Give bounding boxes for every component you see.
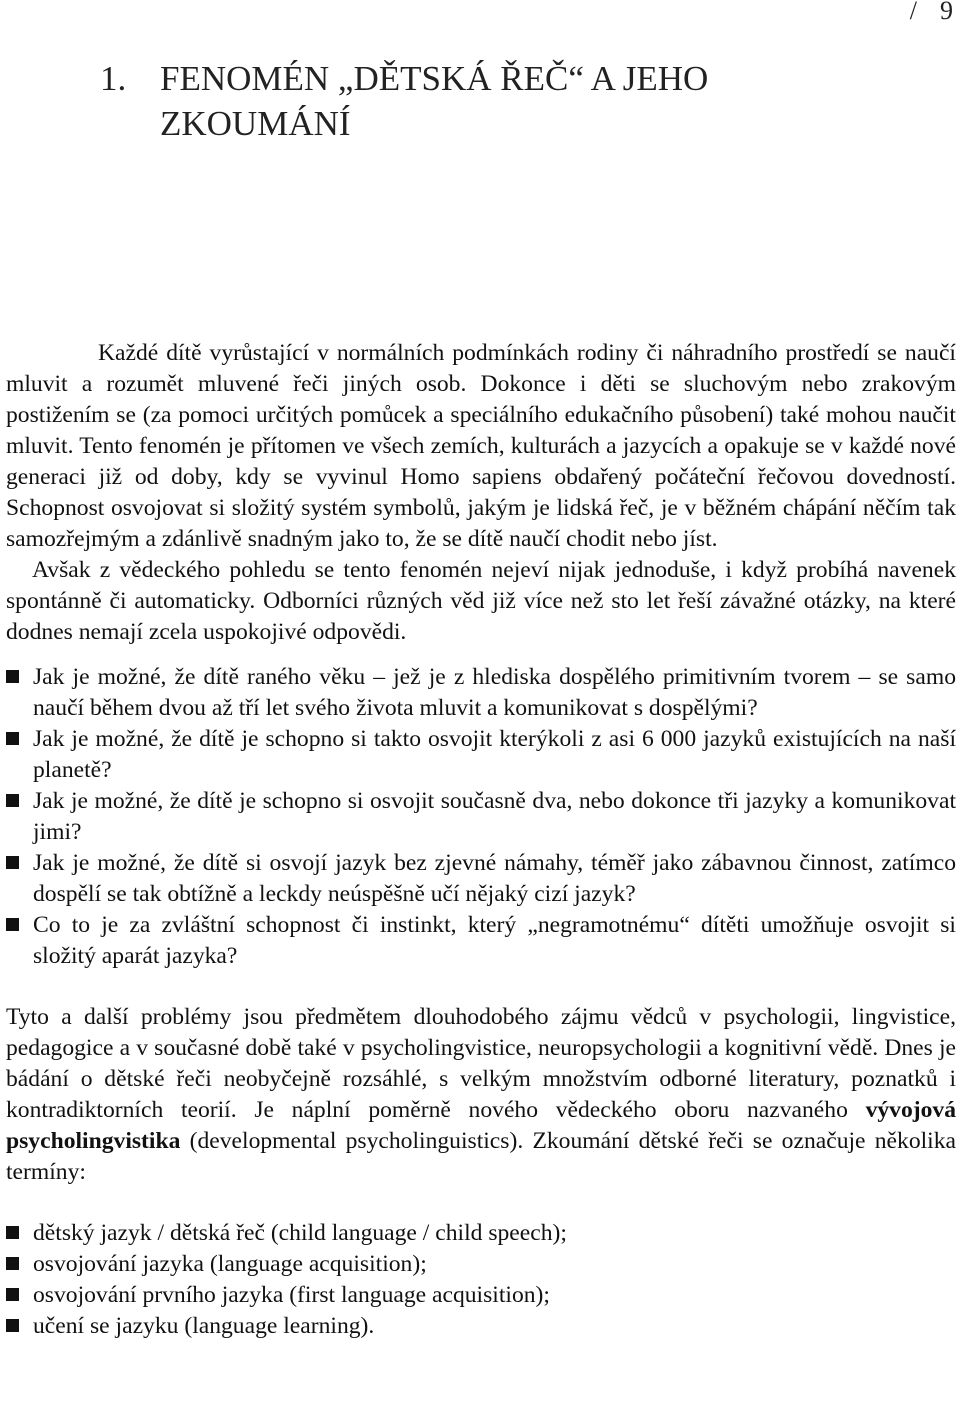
- question-text: Jak je možné, že dítě je schopno si takto osvojit kterýkoli z asi 6 000 jazyků existujících na naší planetě?: [33, 726, 956, 783]
- list-item: [6, 848, 956, 910]
- terms-list: [6, 1218, 956, 1342]
- term-text: osvojování jazyka (language acquisition);: [33, 1251, 427, 1277]
- header-slash: /: [909, 0, 918, 25]
- question-text: Jak je možné, že dítě je schopno si osvojit současně dva, nebo dokonce tři jazyky a komunikovat jimi?: [33, 788, 956, 845]
- list-item: [6, 724, 956, 786]
- question-text: Co to je za zvláštní schopnost či instinkt, který „negramotnému“ dítěti umožňuje osvojit si složitý aparát jazyka?: [33, 912, 956, 969]
- bullet-square-icon: [6, 1257, 19, 1270]
- bold-term: vývojová psycholingvistika: [6, 1097, 956, 1154]
- bullet-square-icon: [6, 732, 19, 745]
- list-item: [6, 1311, 956, 1342]
- question-text: Jak je možné, že dítě raného věku – jež je z hlediska dospělého primitivním tvorem – se samo naučí během dvou až tří let svého života mluvit a komunikovat s dospělými?: [33, 664, 956, 721]
- question-list: [6, 662, 956, 972]
- bullet-square-icon: [6, 918, 19, 931]
- paragraph-text-start: Tyto a další problémy jsou předmětem dlouhodobého zájmu vědců v psychologii, lingvistice, pedagogice a v současné době také v psycholingvistice, neuropsychologii a kognitivní vědě. Dnes je bádání o dětské řeči neobyčejně rozsáhlé, s velkým množstvím odborné literatury, poznatků i kontradiktorních teorií. Je náplní poměrně nového vědeckého oboru nazvaného: [6, 1004, 956, 1123]
- list-item: [6, 1218, 956, 1249]
- body-text: [6, 338, 956, 1342]
- paragraph-intro: Každé dítě vyrůstající v normálních podmínkách rodiny či náhradního prostředí se naučí mluvit a rozumět mluvené řeči jiných osob. Dokonce i děti se sluchovým nebo zrakovým postižením se (za pomoci určitých pomůcek a speciálního edukačního působení) také mohou naučit mluvit. Tento fenomén je přítomen ve všech zemích, kulturách a jazycích a opakuje se v každé nové generaci již od doby, kdy se vyvinul Homo sapiens obdařený počáteční řečovou dovedností. Schopnost osvojovat si složitý systém symbolů, jakým je lidská řeč, je v běžném chápání něčím tak samozřejmým a zdánlivě snadným jako to, že se dítě naučí chodit nebo jíst.: [6, 340, 956, 552]
- bullet-square-icon: [6, 670, 19, 683]
- page-number: 9: [940, 0, 954, 25]
- paragraph-text-end: (developmental psycholinguistics). Zkoumání dětské řeči se označuje několika termíny:: [6, 1128, 956, 1185]
- page-header: [910, 0, 954, 26]
- chapter-number: 1.: [100, 59, 127, 98]
- bullet-square-icon: [6, 1288, 19, 1301]
- bullet-square-icon: [6, 1319, 19, 1332]
- term-text: dětský jazyk / dětská řeč (child language / child speech);: [33, 1220, 567, 1246]
- chapter-title-line2: ZKOUMÁNÍ: [160, 104, 351, 143]
- term-text: osvojování prvního jazyka (first language acquisition);: [33, 1282, 550, 1308]
- bullet-square-icon: [6, 1226, 19, 1239]
- question-text: Jak je možné, že dítě si osvojí jazyk bez zjevné námahy, téměř jako zábavnou činnost, zatímco dospělí se tak obtížně a leckdy neúspěšně učí nějaký cizí jazyk?: [33, 850, 956, 907]
- bullet-square-icon: [6, 794, 19, 807]
- list-item: [6, 662, 956, 724]
- chapter-title: [100, 56, 900, 146]
- list-item: [6, 1249, 956, 1280]
- term-text: učení se jazyku (language learning).: [33, 1313, 375, 1339]
- paragraph-research-field: [6, 1002, 956, 1188]
- list-item: [6, 910, 956, 972]
- paragraph-scientific-view: Avšak z vědeckého pohledu se tento fenomén nejeví nijak jednoduše, i když probíhá navenek spontánně či automaticky. Odborníci různých věd již více než sto let řeší závažné otázky, na které dodnes nemají zcela uspokojivé odpovědi.: [6, 557, 956, 645]
- bullet-square-icon: [6, 856, 19, 869]
- list-item: [6, 786, 956, 848]
- list-item: [6, 1280, 956, 1311]
- chapter-title-line1: FENOMÉN „DĚTSKÁ ŘEČ“ A JEHO: [160, 59, 709, 98]
